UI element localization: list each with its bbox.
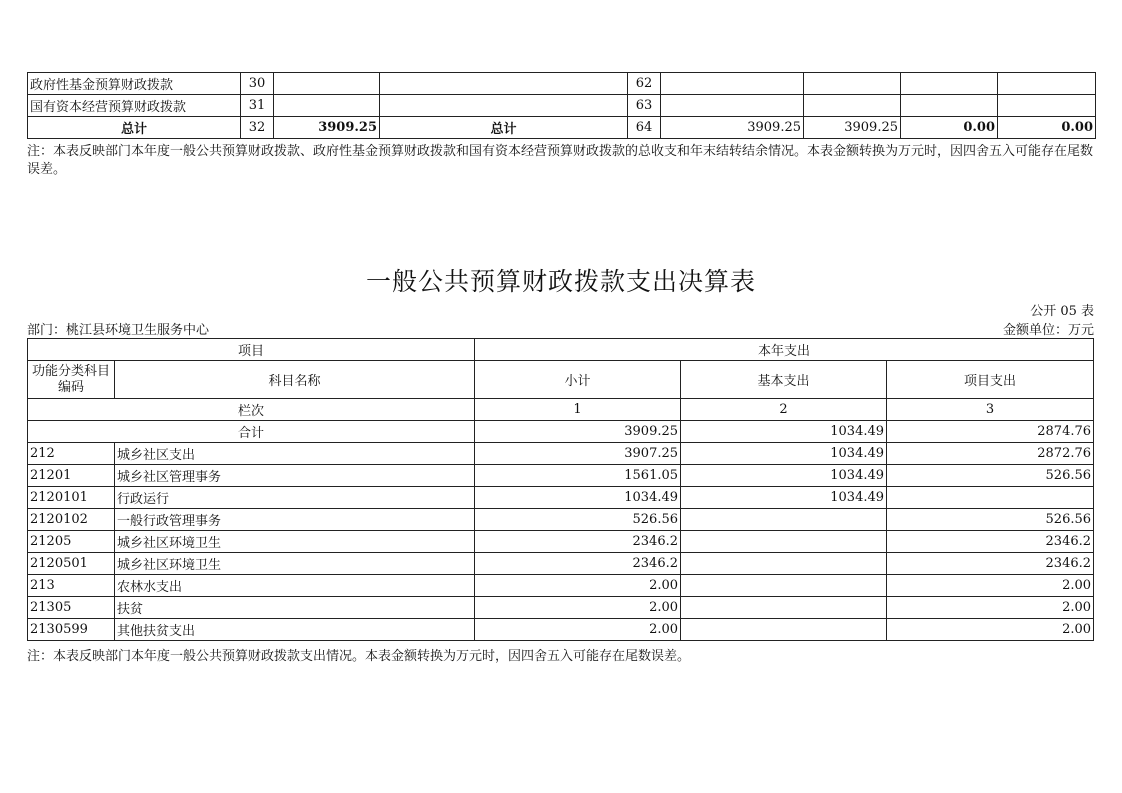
total-income-amount: 3909.25 bbox=[274, 117, 380, 139]
subject-code: 2120102 bbox=[28, 509, 115, 531]
expense-item-name bbox=[380, 95, 628, 117]
expense-cell bbox=[998, 73, 1096, 95]
project-cell: 2346.2 bbox=[887, 553, 1094, 575]
basic-cell bbox=[681, 531, 887, 553]
line-number: 30 bbox=[241, 73, 274, 95]
header-basic: 基本支出 bbox=[681, 361, 887, 399]
project-cell: 2.00 bbox=[887, 619, 1094, 641]
header-row bbox=[28, 339, 1094, 361]
basic-cell bbox=[681, 619, 887, 641]
total-subtotal: 3909.25 bbox=[475, 421, 681, 443]
subtotal-cell: 2.00 bbox=[475, 597, 681, 619]
table-row bbox=[28, 531, 1094, 553]
subject-name: 城乡社区环境卫生 bbox=[115, 531, 475, 553]
unit-label: 金额单位：万元 bbox=[1002, 323, 1094, 338]
subject-name: 行政运行 bbox=[115, 487, 475, 509]
table-row bbox=[28, 487, 1094, 509]
subtotal-cell: 2.00 bbox=[475, 619, 681, 641]
table-row bbox=[28, 619, 1094, 641]
table-code: 公开 05 表 bbox=[1030, 304, 1094, 319]
project-cell: 526.56 bbox=[887, 465, 1094, 487]
total-expense-cell: 0.00 bbox=[998, 117, 1096, 139]
header-code: 功能分类科目编码 bbox=[28, 361, 115, 399]
basic-cell bbox=[681, 597, 887, 619]
col-index: 1 bbox=[475, 399, 681, 421]
expense-cell bbox=[998, 95, 1096, 117]
subject-code: 2120101 bbox=[28, 487, 115, 509]
subtotal-cell: 2346.2 bbox=[475, 553, 681, 575]
basic-cell: 1034.49 bbox=[681, 487, 887, 509]
subtotal-cell: 526.56 bbox=[475, 509, 681, 531]
table-row bbox=[28, 95, 1096, 117]
subject-name: 城乡社区环境卫生 bbox=[115, 553, 475, 575]
total-row bbox=[28, 421, 1094, 443]
project-cell: 2872.76 bbox=[887, 443, 1094, 465]
subtotal-cell: 2.00 bbox=[475, 575, 681, 597]
page-title: 一般公共预算财政拨款支出决算表 bbox=[365, 267, 756, 296]
project-cell: 2346.2 bbox=[887, 531, 1094, 553]
line-number: 63 bbox=[628, 95, 661, 117]
expense-cell bbox=[661, 73, 804, 95]
table-note: 注：本表反映部门本年度一般公共预算财政拨款支出情况。本表金额转换为万元时，因四舍五入可能存在尾数误差。 bbox=[27, 649, 691, 664]
header-row bbox=[28, 361, 1094, 399]
header-project: 项目 bbox=[28, 339, 475, 361]
subject-code: 21205 bbox=[28, 531, 115, 553]
total-label: 合计 bbox=[28, 421, 475, 443]
table-note: 注：本表反映部门本年度一般公共预算财政拨款、政府性基金预算财政拨款和国有资本经营预算财政拨款的总收支和年末结转结余情况。本表金额转换为万元时，因四舍五入可能存在尾数误差。 bbox=[27, 144, 1094, 177]
table-row bbox=[28, 465, 1094, 487]
income-item-name: 政府性基金预算财政拨款 bbox=[28, 73, 241, 95]
total-basic: 1034.49 bbox=[681, 421, 887, 443]
subject-code: 212 bbox=[28, 443, 115, 465]
subject-name: 扶贫 bbox=[115, 597, 475, 619]
total-row bbox=[28, 117, 1096, 139]
header-project-exp: 项目支出 bbox=[887, 361, 1094, 399]
subject-code: 21305 bbox=[28, 597, 115, 619]
total-expense-cell: 3909.25 bbox=[661, 117, 804, 139]
line-number: 31 bbox=[241, 95, 274, 117]
expense-cell bbox=[901, 73, 998, 95]
subject-name: 其他扶贫支出 bbox=[115, 619, 475, 641]
expenditure-table bbox=[27, 338, 1094, 641]
table-row bbox=[28, 73, 1096, 95]
project-cell: 2.00 bbox=[887, 575, 1094, 597]
subject-code: 213 bbox=[28, 575, 115, 597]
income-amount bbox=[274, 95, 380, 117]
basic-cell: 1034.49 bbox=[681, 465, 887, 487]
subject-code: 2120501 bbox=[28, 553, 115, 575]
project-cell: 526.56 bbox=[887, 509, 1094, 531]
col-index: 3 bbox=[887, 399, 1094, 421]
subject-name: 农林水支出 bbox=[115, 575, 475, 597]
table-row bbox=[28, 443, 1094, 465]
expense-item-name bbox=[380, 73, 628, 95]
subtotal-cell: 1561.05 bbox=[475, 465, 681, 487]
total-label: 总计 bbox=[380, 117, 628, 139]
expense-cell bbox=[661, 95, 804, 117]
project-cell: 2.00 bbox=[887, 597, 1094, 619]
header-current-year: 本年支出 bbox=[475, 339, 1094, 361]
table-row bbox=[28, 553, 1094, 575]
subject-name: 城乡社区支出 bbox=[115, 443, 475, 465]
basic-cell bbox=[681, 575, 887, 597]
subject-name: 城乡社区管理事务 bbox=[115, 465, 475, 487]
header-subject: 科目名称 bbox=[115, 361, 475, 399]
income-item-name: 国有资本经营预算财政拨款 bbox=[28, 95, 241, 117]
total-project: 2874.76 bbox=[887, 421, 1094, 443]
expense-cell bbox=[804, 95, 901, 117]
line-number: 64 bbox=[628, 117, 661, 139]
income-expense-summary-table bbox=[27, 72, 1096, 139]
total-label: 总计 bbox=[28, 117, 241, 139]
basic-cell: 1034.49 bbox=[681, 443, 887, 465]
department-label: 部门：桃江县环境卫生服务中心 bbox=[27, 323, 210, 338]
subtotal-cell: 2346.2 bbox=[475, 531, 681, 553]
basic-cell bbox=[681, 553, 887, 575]
total-expense-cell: 3909.25 bbox=[804, 117, 901, 139]
subtotal-cell: 3907.25 bbox=[475, 443, 681, 465]
col-label: 栏次 bbox=[28, 399, 475, 421]
income-amount bbox=[274, 73, 380, 95]
column-index-row bbox=[28, 399, 1094, 421]
table-row bbox=[28, 575, 1094, 597]
table-row bbox=[28, 509, 1094, 531]
project-cell bbox=[887, 487, 1094, 509]
basic-cell bbox=[681, 509, 887, 531]
expense-cell bbox=[901, 95, 998, 117]
subject-code: 2130599 bbox=[28, 619, 115, 641]
expense-cell bbox=[804, 73, 901, 95]
line-number: 62 bbox=[628, 73, 661, 95]
subject-name: 一般行政管理事务 bbox=[115, 509, 475, 531]
subtotal-cell: 1034.49 bbox=[475, 487, 681, 509]
table-row bbox=[28, 597, 1094, 619]
header-subtotal: 小计 bbox=[475, 361, 681, 399]
line-number: 32 bbox=[241, 117, 274, 139]
col-index: 2 bbox=[681, 399, 887, 421]
subject-code: 21201 bbox=[28, 465, 115, 487]
total-expense-cell: 0.00 bbox=[901, 117, 998, 139]
